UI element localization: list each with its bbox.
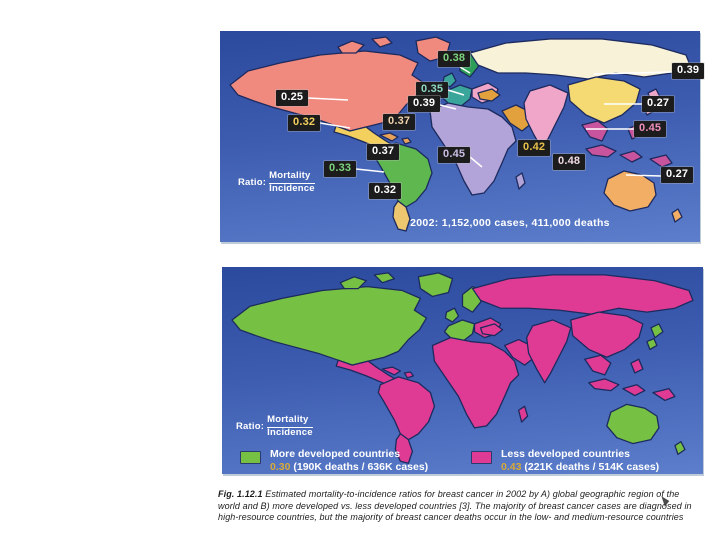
ratio-label-oceania: 0.27 <box>661 167 693 183</box>
legend-detail: (221K deaths / 514K cases) <box>524 461 660 473</box>
legend-label: More developed countries <box>270 448 401 460</box>
region-indonesia-east <box>620 151 642 162</box>
region-greenland <box>418 273 452 297</box>
region-japan-south <box>647 339 657 350</box>
region-new-zealand <box>675 442 685 455</box>
region-tropical-south-america <box>378 377 434 440</box>
ratio-label-south-eastern-asia: 0.45 <box>634 121 666 137</box>
legend-swatch-less-developed <box>471 451 492 464</box>
region-east-asia <box>568 77 640 123</box>
ratio-denominator: Incidence <box>269 182 315 194</box>
ratio-label-western-asia: 0.48 <box>553 154 585 170</box>
region-arctic-islands-2 <box>372 37 392 47</box>
ratio-label-caribbean: 0.37 <box>383 114 415 130</box>
region-uk <box>445 308 458 322</box>
region-east-asia <box>571 312 643 357</box>
ratio-prefix: Ratio: <box>238 177 267 189</box>
region-new-zealand <box>672 209 682 222</box>
ratio-definition-b <box>236 415 313 439</box>
ratio-label-temperate-south-america: 0.32 <box>369 183 401 199</box>
ratio-prefix: Ratio: <box>236 421 265 433</box>
ratio-fraction <box>269 171 315 195</box>
figure-panel-a-regional-map <box>220 31 700 242</box>
region-madagascar <box>519 406 528 422</box>
figure-caption-text: Estimated mortality-to-incidence ratios for breast cancer in 2002 by A) global geographic region of the world and B) more developed vs. less developed countries [3]. The majority of breast cancer cases are diagnosed in high-resource countries, but the majority of breast cancer deaths occur in the low- and medium-resource countries <box>218 489 692 522</box>
region-russia <box>470 39 690 79</box>
ratio-denominator: Incidence <box>267 426 313 438</box>
ratio-label-western-south-america: 0.33 <box>324 161 356 177</box>
ratio-label-eastern-asia: 0.27 <box>642 96 674 112</box>
figure-panel-b-development-map <box>222 267 703 474</box>
ratio-label-south-central-asia: 0.42 <box>518 140 550 156</box>
ratio-label-tropical-south-america: 0.37 <box>367 144 399 160</box>
region-caribbean-2 <box>404 372 413 378</box>
map-a-totals: 2002: 1,152,000 cases, 411,000 deaths <box>410 217 610 229</box>
region-arctic-islands-2 <box>374 273 394 283</box>
legend-value: 0.43 <box>501 461 522 473</box>
ratio-numerator: Mortality <box>267 415 313 428</box>
region-indonesia-east <box>623 385 645 396</box>
region-north-america <box>232 287 426 365</box>
legend-less-developed <box>471 448 659 474</box>
region-se-asia-mainland <box>585 355 611 375</box>
figure-caption <box>218 489 698 524</box>
ratio-definition-a <box>238 171 315 195</box>
legend-more-developed <box>240 448 428 474</box>
ratio-fraction <box>267 415 313 439</box>
region-caribbean-2 <box>402 138 411 144</box>
ratio-label-central-america: 0.32 <box>288 115 320 131</box>
region-indonesia <box>589 379 619 391</box>
legend-swatch-more-developed <box>240 451 261 464</box>
region-madagascar <box>516 173 525 189</box>
region-australia <box>607 404 659 443</box>
legend-detail: (190K deaths / 636K cases) <box>293 461 429 473</box>
ratio-label-southern-europe: 0.39 <box>408 96 440 112</box>
ratio-label-russia-eastern-europe: 0.39 <box>672 63 704 79</box>
region-new-guinea <box>650 155 672 167</box>
legend-text-more-developed <box>270 448 428 474</box>
region-philippines <box>631 359 643 373</box>
ratio-label-northern-america: 0.25 <box>276 90 308 106</box>
legend-value: 0.30 <box>270 461 291 473</box>
region-se-asia-mainland <box>582 121 608 141</box>
region-new-guinea <box>653 389 675 401</box>
region-indonesia <box>586 145 616 157</box>
region-russia <box>473 275 693 314</box>
region-japan <box>651 324 663 338</box>
region-south-central-asia <box>527 320 571 383</box>
legend-text-less-developed <box>501 448 659 474</box>
ratio-label-western-europe: 0.35 <box>416 82 448 98</box>
world-map-development <box>222 267 703 474</box>
figure-number: Fig. 1.12.1 <box>218 489 263 499</box>
region-australia <box>604 171 656 211</box>
ratio-numerator: Mortality <box>269 171 315 184</box>
ratio-label-northern-europe: 0.38 <box>438 51 470 67</box>
legend-label: Less developed countries <box>501 448 630 460</box>
ratio-label-africa: 0.45 <box>438 147 470 163</box>
region-africa <box>432 338 518 428</box>
